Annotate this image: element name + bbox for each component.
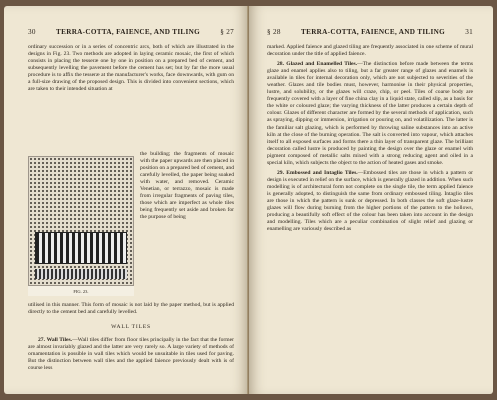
- running-head-right: [267, 28, 473, 36]
- section-heading-wall-tiles: WALL TILES: [111, 324, 151, 331]
- right-para-29: [267, 170, 473, 233]
- running-head-left: [28, 28, 234, 36]
- para-27-text: —Wall tiles differ from floor tiles principally in the fact that the former are almost invariably glazed and the latter are very rarely so. A large variety of methods of ornamentation is possible in wall tiles which would be unsuitable in tiles used for paving. But the distinction between wall tiles and the applied faience previously dealt with is of course less: [28, 337, 234, 372]
- para-28-title: Glazed and Enamelled Tiles.: [286, 61, 358, 68]
- mosaic-illustration: [28, 156, 134, 286]
- right-para-top: marked. Applied faience and glazed tiling are frequently associated in one scheme of mural decoration under the title of applied faience.: [267, 44, 473, 58]
- running-title-left: TERRA-COTTA, FAIENCE, AND TILING: [56, 28, 200, 36]
- para-29-number: 29.: [277, 169, 284, 176]
- mosaic-lower-border: [35, 269, 127, 279]
- para-28-number: 28.: [277, 61, 284, 68]
- para-29-title: Embossed and Intaglio Tiles.: [286, 169, 358, 176]
- page-number-right: 31: [465, 28, 473, 36]
- page-number-left: 30: [28, 28, 36, 36]
- left-para-after-figure: utilised in this manner. This form of mosaic is not laid by the paper method, but is applied directly to the cement bed and carefully levelled.: [28, 302, 234, 316]
- para-27-title: Wall Tiles.: [46, 337, 73, 344]
- mosaic-greek-key-border: [35, 232, 127, 264]
- left-body-top: [28, 44, 234, 93]
- running-title-right: TERRA-COTTA, FAIENCE, AND TILING: [301, 28, 445, 36]
- para-29-text: —Embossed tiles are those in which a pattern or design is executed in relief on the surface, which is generally glazed in addition. When such modelling is of architectural form not complete on the single tile, the term applied faience is generally adopted, to distinguish the same from ordinary embossed tiling. Intaglio tiles are those in which the pattern is sunk or depressed. In both classes the soft glaze-lustre glazes will flow during burning from the higher portions of the pattern to the hollows, producing a beautifully soft effect of the colour has been taken into account in the design and modelling. Tiles which are a peculiar combination of slight relief and glazing or enamelling are variously described as: [267, 169, 473, 233]
- section-mark-left: § 27: [220, 28, 234, 36]
- figure-23: [28, 156, 134, 296]
- left-para-top: ordinary succession or in a series of concentric arcs, both of which are illustrated in the designs in Fig. 23. Two methods are adopted in laying ceramic mosaic, the first of which consists in placing the tesseræ one by one in position on a prepared bed of cement, and subsequently levelling the pavement before the cement has set; but by far the more usual procedure is to affix the tesseræ at the manufacturer's works, face downwards, with gum on a full-size drawing of the proposed design. This is divided into convenient sections, which are taken to their intended situation at: [28, 44, 234, 93]
- para-28-text: —The distinction before made between the terms glaze and enamel applies also to tiling, but a far greater range of glazes and enamels is available in tiles for internal decoration only, which are not subjected to severities of the weather. Glazes and tile bodies must, however, harmonise in their physical properties, lustre, and solubility, or the glazes will craze, chip, or peel. Tiles of coarse body are frequently covered with a layer of fine china clay in a liquid state, called slip, as a basis for the white or coloured glaze; the varying thickness of the latter produces a certain depth of colour. Glazes of different character are formed by the several methods of application, such as spraying, dipping or immersion, irrigation or pouring on, and volatilization. The latter is the familiar salt glazing, which is performed by throwing saline substances into an active kiln at the close of the burning operation. The salt is converted into vapour, which attaches itself to all exposed surfaces and forms there a thin layer of transparent glaze. The brilliant decoration called lustre is produced by painting the design over the glaze or enamel with pigment composed of metallic salts mixed with a strong reducing agent and oiled in a special kiln, which subjects the object to the action of heated gases and smoke.: [267, 61, 473, 166]
- right-para-28: [267, 61, 473, 167]
- section-mark-right: § 28: [267, 28, 281, 36]
- figure-caption: FIG. 23.: [73, 289, 89, 294]
- para-27-number: 27.: [38, 337, 45, 344]
- right-body: [267, 44, 473, 233]
- left-body-side: [140, 145, 234, 227]
- left-page: [4, 6, 248, 394]
- right-page: [249, 6, 493, 394]
- left-body-bottom: [28, 302, 234, 372]
- left-para-27: [28, 337, 234, 372]
- left-para-side: the building; the fragments of mosaic with the paper upwards are then placed in position on a prepared bed of cement, and carefully levelled, the paper being soaked with water, and removed. Ceramic Venetian, or terrazzo, mosaic is made from irregular fragments of paving tiles, those which are imperfect as whole tiles being frequently set aside and broken for the purpose of being: [140, 150, 234, 221]
